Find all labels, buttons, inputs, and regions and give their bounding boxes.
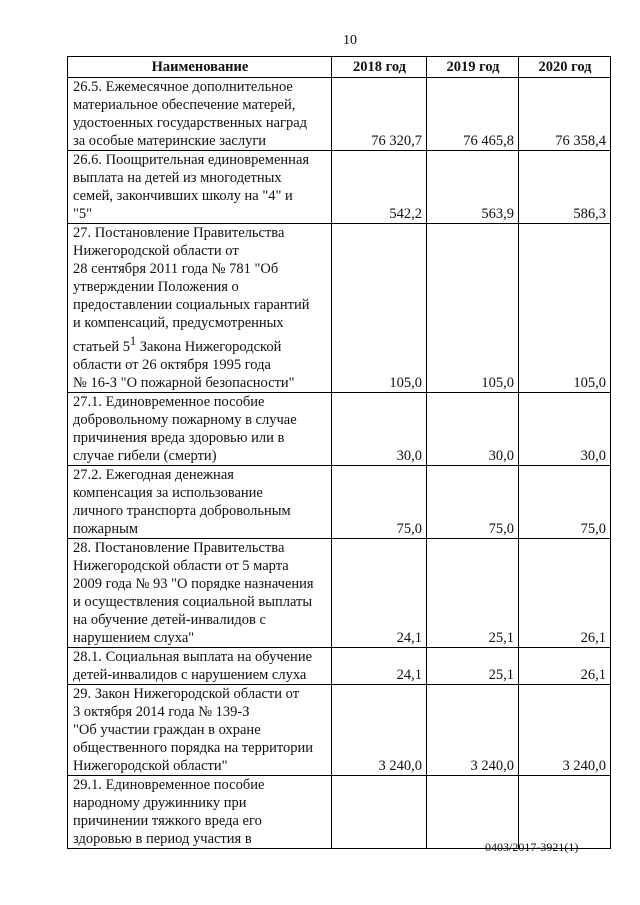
value-2020: 30,0 [519,392,611,465]
value-2019: 3 240,0 [427,684,519,775]
value-2018: 542,2 [332,151,427,224]
table-header-row [68,57,611,78]
header-2019: 2019 год [427,57,519,78]
page-number: 10 [343,33,357,48]
value-2020: 586,3 [519,151,611,224]
value-2018: 24,1 [332,538,427,647]
value-2020: 105,0 [519,224,611,393]
table-row [68,684,611,775]
document-code: 0403/2017-3921(1) [485,840,579,854]
row-name: 29.1. Единовременное пособие народному дружиннику при причинении тяжкого вреда его здоровью в период участия в [68,775,332,848]
value-2020: 3 240,0 [519,684,611,775]
value-2020: 26,1 [519,647,611,684]
value-2018: 24,1 [332,647,427,684]
superscript: 1 [130,334,137,348]
value-2019 [427,775,519,848]
table-row [68,392,611,465]
row-name [68,224,332,393]
value-2018: 3 240,0 [332,684,427,775]
value-2018: 105,0 [332,224,427,393]
value-2019: 25,1 [427,647,519,684]
table-row [68,775,611,848]
value-2019: 105,0 [427,224,519,393]
row-name: 28.1. Социальная выплата на обучение детей-инвалидов с нарушением слуха [68,647,332,684]
budget-table [67,56,611,849]
row-name: 26.6. Поощрительная единовременная выплата на детей из многодетных семей, закончивших школу на "4" и "5" [68,151,332,224]
value-2019: 25,1 [427,538,519,647]
table-row [68,151,611,224]
row-name: 28. Постановление Правительства Нижегородской области от 5 марта 2009 года № 93 "О порядке назначения и осуществления социальной выплаты на обучение детей-инвалидов с нарушением слуха" [68,538,332,647]
row-name: 29. Закон Нижегородской области от 3 октября 2014 года № 139-З "Об участии граждан в охране общественного порядка на территории Нижегородской области" [68,684,332,775]
row-name-after: Закона Нижегородской области от 26 октября 1995 года № 16-З "О пожарной безопасности" [73,338,295,391]
table-row [68,78,611,151]
table-row [68,647,611,684]
table-row [68,224,611,393]
value-2018: 76 320,7 [332,78,427,151]
value-2019: 75,0 [427,465,519,538]
value-2018: 75,0 [332,465,427,538]
value-2019: 30,0 [427,392,519,465]
value-2019: 76 465,8 [427,78,519,151]
header-name: Наименование [68,57,332,78]
row-name: 26.5. Ежемесячное дополнительное материальное обеспечение матерей, удостоенных государственных наград за особые материнские заслуги [68,78,332,151]
header-2020: 2020 год [519,57,611,78]
row-name-before: 27. Постановление Правительства Нижегородской области от 28 сентября 2011 года № 781 "Об утверждении Положения о предоставлении социальных гарантий и компенсаций, предусмотренных статьей 5 [73,225,310,355]
value-2019: 563,9 [427,151,519,224]
row-name: 27.2. Ежегодная денежная компенсация за использование личного транспорта добровольным пожарным [68,465,332,538]
value-2020 [519,775,611,848]
header-2018: 2018 год [332,57,427,78]
value-2020: 26,1 [519,538,611,647]
row-name: 27.1. Единовременное пособие добровольному пожарному в случае причинения вреда здоровью или в случае гибели (смерти) [68,392,332,465]
table-row [68,465,611,538]
value-2020: 76 358,4 [519,78,611,151]
value-2018 [332,775,427,848]
value-2020: 75,0 [519,465,611,538]
table-row [68,538,611,647]
value-2018: 30,0 [332,392,427,465]
